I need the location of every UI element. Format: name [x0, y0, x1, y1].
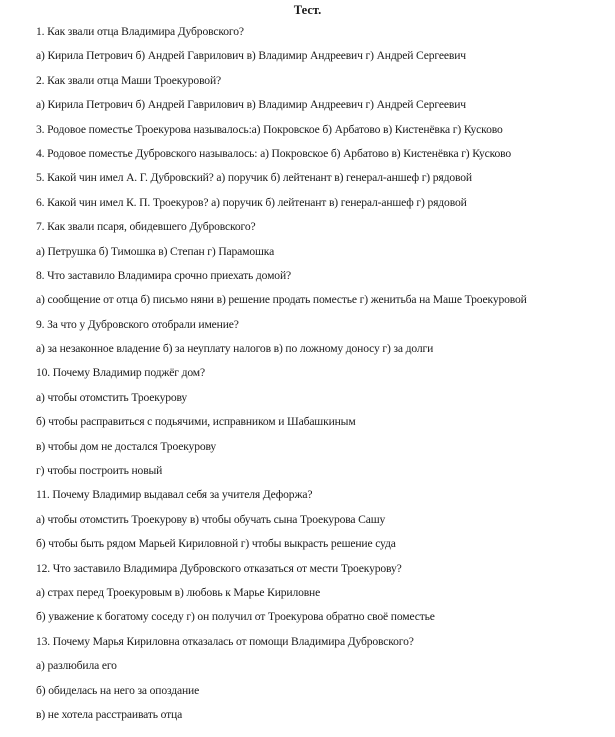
answers-12a: а) страх перед Троекуровым в) любовь к Марье Кириловне	[36, 585, 321, 599]
question-13: 13. Почему Марья Кириловна отказалась от помощи Владимира Дубровского?	[36, 634, 414, 648]
answer-10d: г) чтобы построить новый	[36, 464, 163, 478]
question-2: 2. Как звали отца Маши Троекуровой?	[36, 73, 222, 87]
answer-13b: б) обиделась на него за опоздание	[36, 683, 200, 697]
question-7: 7. Как звали псаря, обидевшего Дубровского?	[36, 220, 256, 234]
answer-13a: а) разлюбила его	[36, 659, 117, 673]
question-5: 5. Какой чин имел А. Г. Дубровский? а) поручик б) лейтенант в) генерал-аншеф г) рядовой	[36, 171, 472, 185]
answers-9: а) за незаконное владение б) за неуплату налогов в) по ложному доносу г) за долги	[36, 342, 434, 356]
question-3: 3. Родовое поместье Троекурова называлось:а) Покровское б) Арбатово в) Кистенёвка г) Кусково	[36, 122, 503, 136]
answers-2: а) Кирила Петрович б) Андрей Гаврилович в) Владимир Андреевич г) Андрей Сергеевич	[36, 98, 466, 112]
question-9: 9. За что у Дубровского отобрали имение?	[36, 317, 239, 331]
answers-11b: б) чтобы быть рядом Марьей Кириловной г) чтобы выкрасть решение суда	[36, 537, 396, 551]
answer-10c: в) чтобы дом не достался Троекурову	[36, 439, 217, 453]
question-11: 11. Почему Владимир выдавал себя за учителя Дефоржа?	[36, 488, 313, 502]
question-6: 6. Какой чин имел К. П. Троекуров? а) поручик б) лейтенант в) генерал-аншеф г) рядовой	[36, 195, 467, 209]
answers-7: а) Петрушка б) Тимошка в) Степан г) Парамошка	[36, 244, 275, 258]
answer-10b: б) чтобы расправиться с подьячими, исправником и Шабашкиным	[36, 415, 356, 429]
question-12: 12. Что заставило Владимира Дубровского отказаться от мести Троекурову?	[36, 561, 402, 575]
answer-13c: в) не хотела расстраивать отца	[36, 707, 183, 721]
question-8: 8. Что заставило Владимира срочно приехать домой?	[36, 268, 291, 282]
document-title: Тест.	[293, 3, 322, 17]
answer-10a: а) чтобы отомстить Троекурову	[36, 390, 188, 404]
answers-11a: а) чтобы отомстить Троекурову в) чтобы обучать сына Троекурова Сашу	[36, 512, 386, 526]
question-list	[36, 24, 608, 731]
answers-12b: б) уважение к богатому соседу г) он получил от Троекурова обратно своё поместье	[36, 610, 435, 624]
question-10: 10. Почему Владимир поджёг дом?	[36, 366, 205, 380]
question-1: 1. Как звали отца Владимира Дубровского?	[36, 25, 244, 38]
answers-1: а) Кирила Петрович б) Андрей Гаврилович в) Владимир Андреевич г) Андрей Сергеевич	[36, 49, 466, 63]
answers-8: а) сообщение от отца б) письмо няни в) решение продать поместье г) женитьба на Маше Троекуровой	[36, 293, 527, 307]
question-4: 4. Родовое поместье Дубровского называлось: а) Покровское б) Арбатово в) Кистенёвка г) Кусково	[36, 146, 512, 160]
